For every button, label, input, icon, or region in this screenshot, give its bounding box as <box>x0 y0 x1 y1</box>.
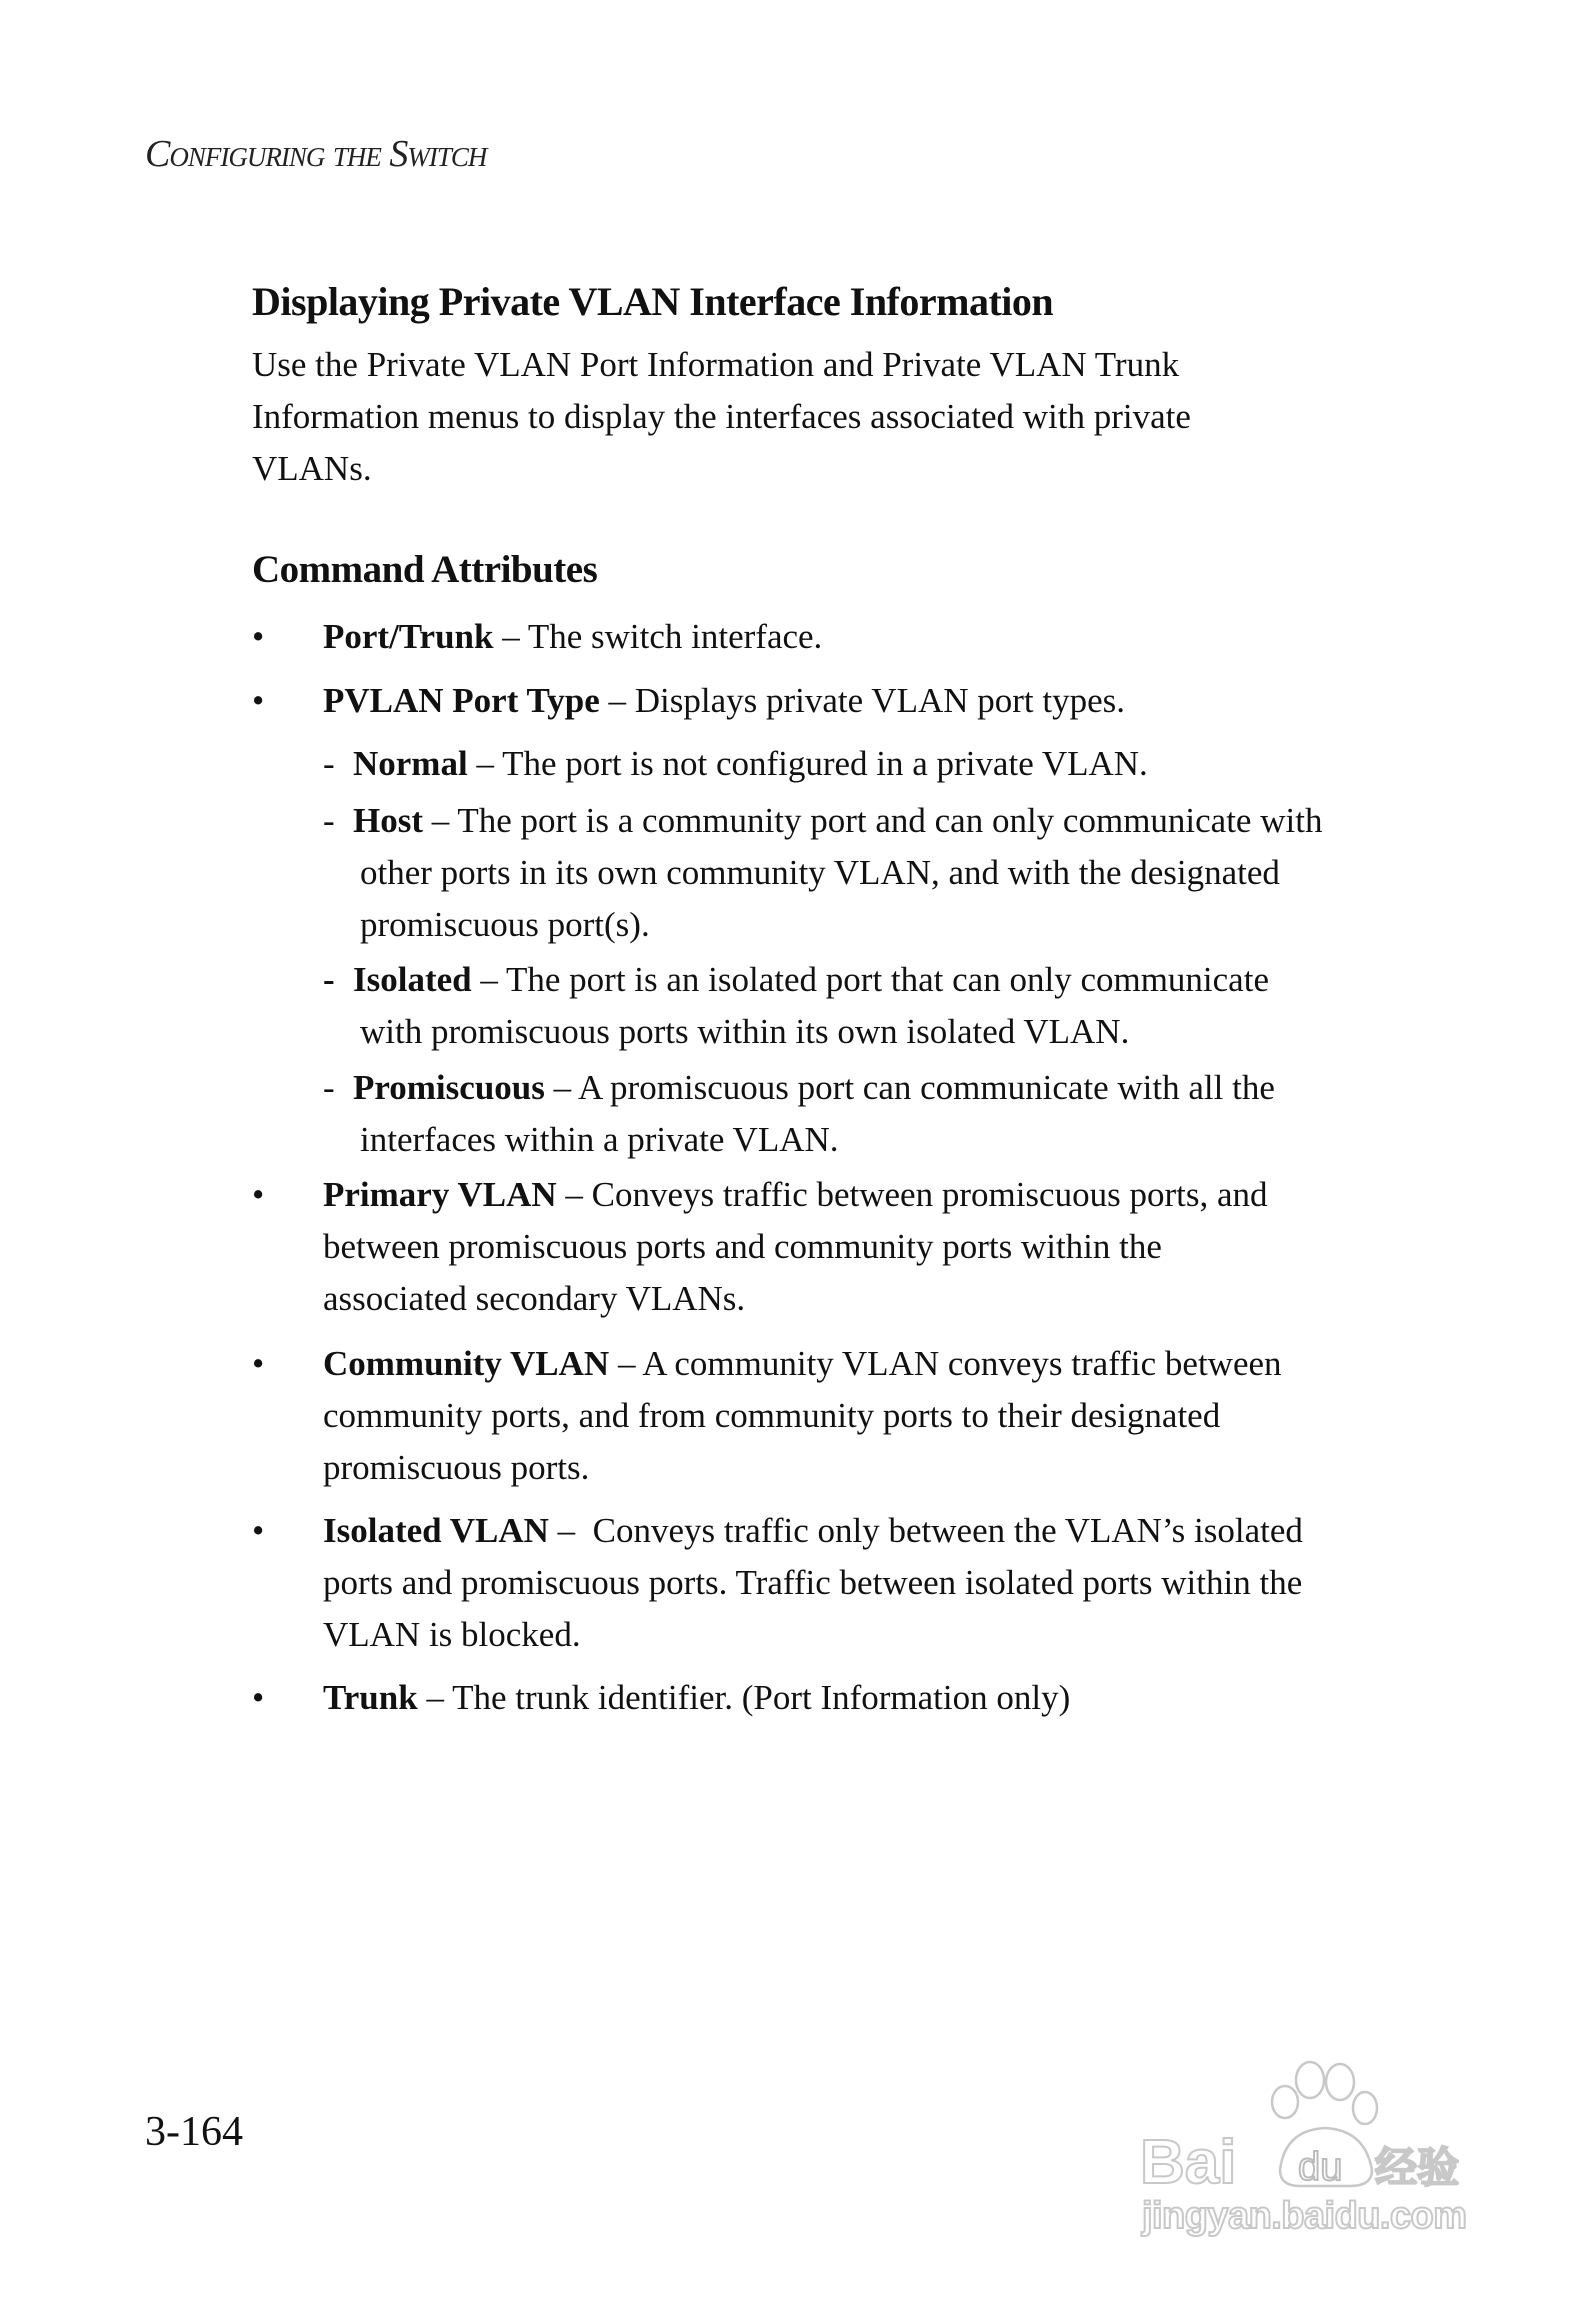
item-description: with promiscuous ports within its own isolated VLAN. <box>360 1012 1130 1051</box>
item-description: associated secondary VLANs. <box>323 1279 746 1318</box>
item-description: The trunk identifier. (Port Information only) <box>452 1678 1071 1717</box>
item-line <box>323 795 1322 847</box>
item-line <box>323 899 1322 951</box>
item-line <box>252 675 1125 727</box>
bullet-icon: • <box>252 1344 265 1383</box>
dash-icon: - <box>323 1068 335 1107</box>
item-line <box>252 1338 1282 1390</box>
item-term: Isolated <box>353 960 472 999</box>
running-header: Configuring the Switch <box>145 133 487 175</box>
item-term: Isolated VLAN <box>323 1511 549 1550</box>
bullet-icon: • <box>252 617 265 656</box>
separator: – <box>423 801 458 840</box>
item-description: other ports in its own community VLAN, and with the designated <box>360 853 1280 892</box>
item-line <box>252 1169 1268 1221</box>
svg-text:jingyan.baidu.com: jingyan.baidu.com <box>1142 2195 1467 2237</box>
item-term: Promiscuous <box>353 1068 545 1107</box>
intro-line: VLANs. <box>252 449 372 488</box>
item-term: PVLAN Port Type <box>323 681 600 720</box>
item-description: interfaces within a private VLAN. <box>360 1120 839 1159</box>
intro-paragraph <box>252 339 1191 495</box>
sub-item <box>323 738 1148 790</box>
item-term: Host <box>353 801 423 840</box>
bullet-item <box>252 1338 1282 1494</box>
item-term: Port/Trunk <box>323 617 494 656</box>
bullet-item <box>252 611 822 663</box>
sub-item <box>323 795 1322 951</box>
separator: – <box>471 960 506 999</box>
bullet-icon: • <box>252 1175 265 1214</box>
item-description: The port is not configured in a private VLAN. <box>502 744 1148 783</box>
item-term: Community VLAN <box>323 1344 610 1383</box>
bullet-item <box>252 675 1125 727</box>
item-line <box>323 738 1148 790</box>
intro-line: Information menus to display the interfaces associated with private <box>252 397 1191 436</box>
item-description: promiscuous port(s). <box>360 905 650 944</box>
item-description: VLAN is blocked. <box>323 1615 581 1654</box>
item-description: A promiscuous port can communicate with all the <box>577 1068 1275 1107</box>
item-term: Normal <box>353 744 468 783</box>
item-term: Trunk <box>323 1678 418 1717</box>
separator: – <box>609 1344 643 1383</box>
item-line <box>323 847 1322 899</box>
separator: – <box>493 617 528 656</box>
dash-icon: - <box>323 801 335 840</box>
dash-icon: - <box>323 744 335 783</box>
sub-item <box>323 954 1269 1058</box>
item-line <box>252 1672 1070 1724</box>
item-line <box>323 954 1269 1006</box>
bullet-icon: • <box>252 1678 265 1717</box>
item-line <box>252 1442 1282 1494</box>
separator: – <box>417 1678 453 1717</box>
separator: – <box>599 681 635 720</box>
command-attributes-heading: Command Attributes <box>252 548 598 591</box>
bullet-icon: • <box>252 681 265 720</box>
baidu-paw-logo-icon <box>1110 2060 1467 2237</box>
bullet-item <box>252 1505 1303 1661</box>
item-term: Primary VLAN <box>323 1175 557 1214</box>
item-line <box>323 1114 1275 1166</box>
bullet-item <box>252 1169 1268 1325</box>
item-description: between promiscuous ports and community ports within the <box>323 1227 1162 1266</box>
svg-text:Bai: Bai <box>1140 2128 1237 2197</box>
separator: – <box>544 1068 578 1107</box>
item-line <box>323 1006 1269 1058</box>
separator: – <box>548 1511 584 1550</box>
item-description: The switch interface. <box>527 617 823 656</box>
baidu-watermark-logo <box>1110 2060 1467 2237</box>
item-line <box>323 1062 1275 1114</box>
page-number: 3-164 <box>145 2109 243 2155</box>
item-description: ports and promiscuous ports. Traffic between isolated ports within the <box>323 1563 1303 1602</box>
svg-text:du: du <box>1298 2145 1343 2189</box>
item-description: promiscuous ports. <box>323 1448 590 1487</box>
item-description: The port is a community port and can only communicate with <box>457 801 1323 840</box>
intro-line: Use the Private VLAN Port Information and Private VLAN Trunk <box>252 345 1180 384</box>
item-description: The port is an isolated port that can only communicate <box>506 960 1269 999</box>
item-line <box>252 611 822 663</box>
bullet-item <box>252 1672 1070 1724</box>
separator: – <box>556 1175 592 1214</box>
item-description: Conveys traffic only between the VLAN’s isolated <box>583 1511 1303 1550</box>
section-heading: Displaying Private VLAN Interface Information <box>252 279 1054 324</box>
item-line <box>252 1273 1268 1325</box>
item-line <box>252 1505 1303 1557</box>
item-description: Displays private VLAN port types. <box>634 681 1126 720</box>
item-description: community ports, and from community ports to their designated <box>323 1396 1221 1435</box>
svg-text:经验: 经验 <box>1375 2143 1460 2192</box>
separator: – <box>467 744 503 783</box>
item-line <box>252 1609 1303 1661</box>
item-description: A community VLAN conveys traffic between <box>642 1344 1282 1383</box>
dash-icon: - <box>323 960 335 999</box>
item-line <box>252 1557 1303 1609</box>
bullet-icon: • <box>252 1511 265 1550</box>
item-line <box>252 1390 1282 1442</box>
item-description: Conveys traffic between promiscuous ports, and <box>591 1175 1268 1214</box>
sub-item <box>323 1062 1275 1166</box>
item-line <box>252 1221 1268 1273</box>
